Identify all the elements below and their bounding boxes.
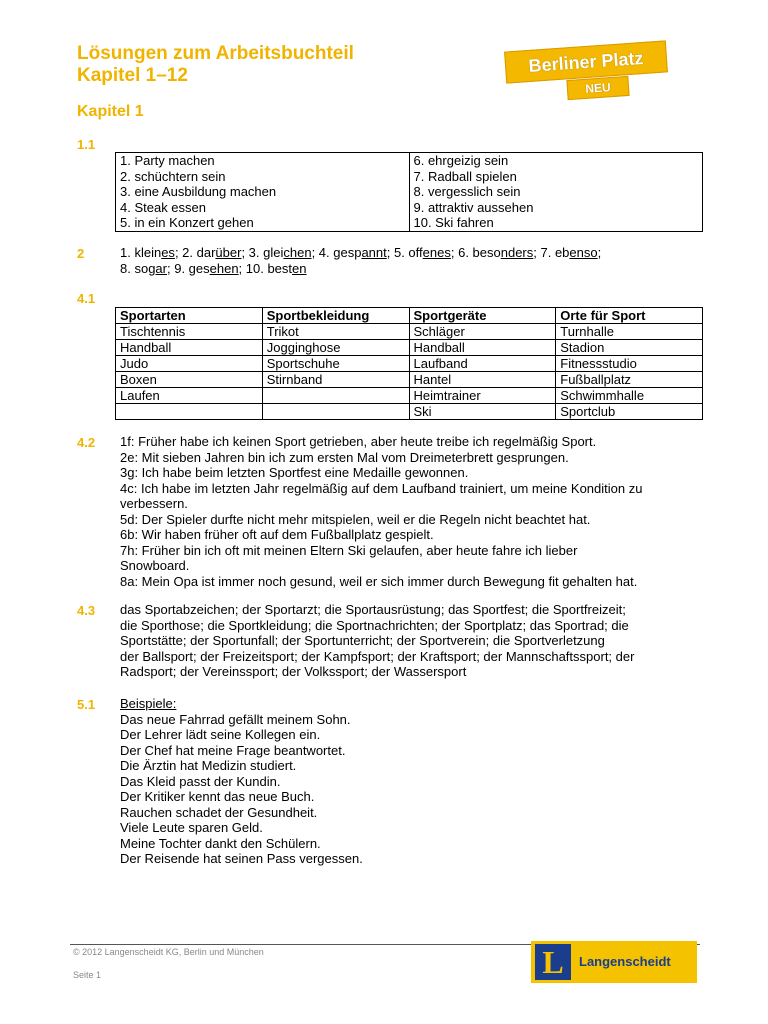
underlined-part: über [215, 245, 242, 260]
answer-line: 6b: Wir haben früher oft auf dem Fußballplatz gespielt. [120, 527, 434, 542]
table-row [116, 404, 703, 420]
table-row [116, 372, 703, 388]
section-4-2-answers [120, 434, 710, 589]
table-header: Orte für Sport [556, 308, 703, 324]
answer-line: Viele Leute sparen Geld. [120, 820, 263, 835]
answer-line: 8a: Mein Opa ist immer noch gesund, weil er sich immer durch Bewegung fit gehalten hat. [120, 573, 638, 589]
table-cell: Handball [409, 340, 556, 356]
table-cell [262, 404, 409, 420]
text-part: ; 2. dar [174, 245, 216, 260]
table-cell: Stirnband [262, 372, 409, 388]
table-header: Sportarten [116, 308, 263, 324]
list-item: 1. Party machen [120, 153, 215, 168]
table-cell [262, 388, 409, 404]
table-cell [116, 404, 263, 420]
answer-line: Snowboard. [120, 558, 190, 573]
table-cell: Heimtrainer [409, 388, 556, 404]
table-1-1-left [116, 153, 410, 232]
table-cell: Turnhalle [556, 324, 703, 340]
examples-heading: Beispiele: [120, 696, 177, 711]
title-line-1: Lösungen zum Arbeitsbuchteil [77, 43, 354, 64]
answer-line: Das Kleid passt der Kundin. [120, 773, 281, 789]
table-cell: Schläger [409, 324, 556, 340]
section-2-answers [120, 245, 710, 276]
text-part: ; 10. best [238, 260, 293, 276]
berliner-platz-logo [505, 40, 670, 102]
table-cell: Sportschuhe [262, 356, 409, 372]
answer-line: 3g: Ich habe beim letzten Sportfest eine Medaille gewonnen. [120, 465, 469, 480]
answer-line-2 [120, 261, 710, 277]
text-part: ; [597, 245, 602, 260]
langenscheidt-logo [531, 941, 697, 983]
answer-line: Die Ärztin hat Medizin studiert. [120, 758, 297, 773]
answer-line: Der Kritiker kennt das neue Buch. [120, 789, 315, 804]
table-cell: Jogginghose [262, 340, 409, 356]
section-number-5-1: 5.1 [77, 697, 96, 712]
answer-line: die Sporthose; die Sportkleidung; die Sportnachrichten; der Sportplatz; das Sportrad; die [120, 617, 629, 633]
answer-line: verbessern. [120, 496, 188, 511]
answer-line: das Sportabzeichen; der Sportarzt; die Sportausrüstung; das Sportfest; die Sportfreizeit; [120, 602, 626, 617]
list-item: 9. attraktiv aussehen [413, 199, 534, 215]
answer-line-1 [120, 245, 710, 261]
answer-line: Der Lehrer lädt seine Kollegen ein. [120, 727, 321, 742]
table-1-1-right [409, 153, 703, 232]
logo-sub-text: NEU [584, 80, 612, 96]
text-part: ; 3. glei [241, 245, 284, 260]
answer-line: Rauchen schadet der Gesundheit. [120, 804, 318, 820]
chapter-heading: Kapitel 1 [77, 103, 144, 120]
section-4-3-answers [120, 602, 710, 680]
list-item: 6. ehrgeizig sein [413, 153, 509, 168]
underlined-part: nders [500, 245, 534, 260]
logo-main-text: Berliner Platz [527, 48, 645, 76]
section-number-4-3: 4.3 [77, 603, 96, 618]
table-cell: Stadion [556, 340, 703, 356]
answer-line: Der Reisende hat seinen Pass vergessen. [120, 851, 363, 866]
text-part: ; 4. gesp [311, 245, 362, 260]
underlined-part: gar [148, 260, 167, 276]
answer-line: 7h: Früher bin ich oft mit meinen Eltern Ski gelaufen, aber heute fahre ich lieber [120, 542, 578, 558]
underlined-part: ehen [209, 260, 239, 276]
answer-line: der Ballsport; der Freizeitsport; der Kampfsport; der Kraftsport; der Mannschaftssport; der [120, 648, 635, 664]
section-number-4-1: 4.1 [77, 291, 96, 306]
table-header: Sportgeräte [409, 308, 556, 324]
list-item: 5. in ein Konzert gehen [120, 215, 254, 231]
table-cell: Hantel [409, 372, 556, 388]
answer-line: Meine Tochter dankt den Schülern. [120, 835, 321, 851]
text-part: ; 5. off [386, 245, 423, 260]
answer-line: 2e: Mit sieben Jahren bin ich zum ersten Mal vom Dreimeterbrett gesprungen. [120, 449, 569, 465]
table-row [116, 340, 703, 356]
table-header-row [116, 308, 703, 324]
list-item: 2. schüchtern sein [120, 168, 226, 184]
section-number-1-1: 1.1 [77, 137, 96, 152]
table-cell: Tischtennis [116, 324, 263, 340]
text-part: ; 7. eb [533, 245, 570, 260]
table-cell: Fitnessstudio [556, 356, 703, 372]
list-item: 10. Ski fahren [413, 215, 494, 231]
table-1-1 [115, 152, 703, 232]
langenscheidt-mark-icon: L [535, 944, 571, 980]
table-cell: Sportclub [556, 404, 703, 420]
table-4-1 [115, 307, 703, 420]
table-header: Sportbekleidung [262, 308, 409, 324]
answer-line: 4c: Ich habe im letzten Jahr regelmäßig auf dem Laufband trainiert, um meine Kondition zu [120, 480, 643, 496]
answer-line: 5d: Der Spieler durfte nicht mehr mitspielen, weil er die Regeln nicht beachtet hat. [120, 511, 591, 527]
answer-line: Radsport; der Vereinssport; der Volkssport; der Wassersport [120, 664, 467, 679]
publisher-name: Langenscheidt [579, 954, 671, 969]
text-part: ; 9. ges [166, 260, 210, 276]
text-part: ; 6. beso [450, 245, 501, 260]
text-part: 1. klein [120, 245, 162, 260]
list-item: 4. Steak essen [120, 199, 206, 215]
table-cell: Boxen [116, 372, 263, 388]
text-part: 8. so [120, 260, 149, 276]
table-cell: Ski [409, 404, 556, 420]
footer-copyright: © 2012 Langenscheidt KG, Berlin und München [73, 947, 264, 957]
answer-line: Das neue Fahrrad gefällt meinem Sohn. [120, 711, 351, 727]
underlined-part: chen [283, 245, 312, 260]
section-number-2: 2 [77, 246, 85, 261]
underlined-part: annt [361, 245, 387, 260]
list-item: 3. eine Ausbildung machen [120, 184, 277, 200]
table-cell: Trikot [262, 324, 409, 340]
underlined-part: enes [422, 245, 451, 260]
section-5-1-answers [120, 696, 710, 867]
table-row [116, 324, 703, 340]
table-cell: Fußballplatz [556, 372, 703, 388]
section-number-4-2: 4.2 [77, 435, 96, 450]
answer-line: Der Chef hat meine Frage beantwortet. [120, 742, 346, 758]
table-row [116, 356, 703, 372]
answer-line: Sportstätte; der Sportunfall; der Sportunterricht; der Sportverein; die Sportverletzung [120, 633, 605, 648]
underlined-part: es [161, 245, 175, 260]
table-row [116, 388, 703, 404]
underlined-part: enso [569, 245, 598, 260]
list-item: 8. vergesslich sein [413, 184, 521, 200]
answer-line: 1f: Früher habe ich keinen Sport getrieben, aber heute treibe ich regelmäßig Sport. [120, 434, 597, 449]
table-cell: Judo [116, 356, 263, 372]
document-title [77, 43, 354, 87]
page-number: Seite 1 [73, 970, 102, 980]
list-item: 7. Radball spielen [413, 168, 517, 184]
title-line-2: Kapitel 1–12 [77, 65, 188, 86]
table-cell: Handball [116, 340, 263, 356]
table-cell: Schwimmhalle [556, 388, 703, 404]
underlined-part: en [292, 260, 307, 276]
table-cell: Laufen [116, 388, 263, 404]
table-cell: Laufband [409, 356, 556, 372]
